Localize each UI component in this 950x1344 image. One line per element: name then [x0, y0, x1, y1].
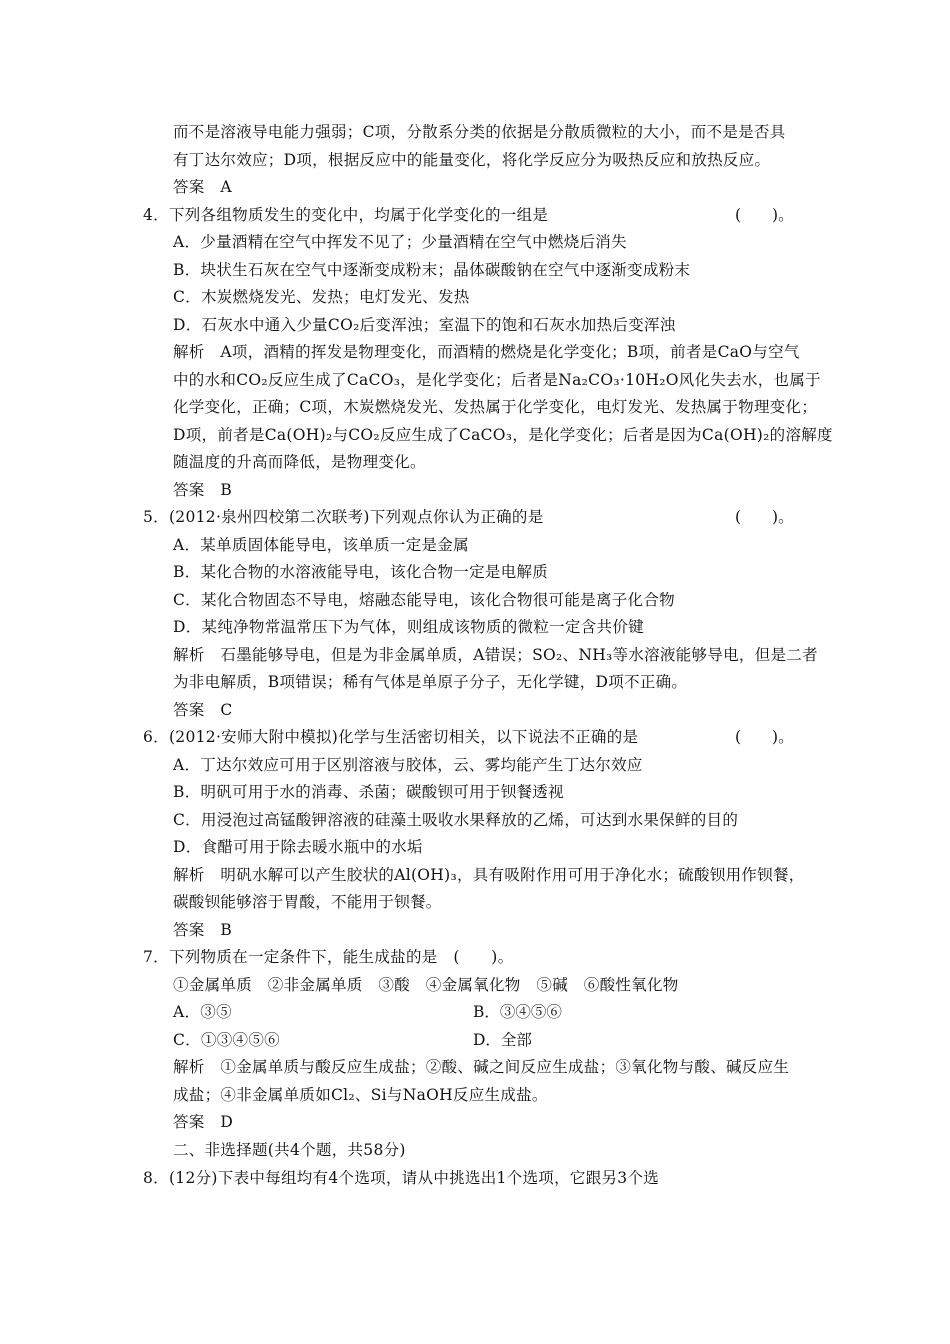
option-right-column: D．全部	[473, 1031, 532, 1049]
option-right-column: B．③④⑤⑥	[473, 1003, 562, 1021]
question-line: 4．下列各组物质发生的变化中，均属于化学变化的一组是	[143, 206, 549, 224]
text-line: 化学变化，正确；C项，木炭燃烧发光、发热属于化学变化，电灯发光、发热属于物理变化；	[173, 398, 818, 416]
text-line: D项，前者是Ca(OH)₂与CO₂反应生成了CaCO₃，是化学变化；后者是因为Ca(OH)₂的溶解度	[173, 426, 833, 444]
text-line: A．③⑤	[173, 1003, 232, 1021]
text-line: 随温度的升高而降低，是物理变化。	[173, 453, 426, 471]
text-line: 答案 B	[173, 481, 233, 499]
text-line: B．某化合物的水溶液能导电，该化合物一定是电解质	[173, 563, 549, 581]
text-line: 中的水和CO₂反应生成了CaCO₃，是化学变化；后者是Na₂CO₃·10H₂O风化失去水，也属于	[173, 371, 821, 389]
text-line: 答案 C	[173, 701, 233, 719]
text-line: 碳酸钡能够溶于胃酸，不能用于钡餐。	[173, 893, 442, 911]
question-line: 5．(2012·泉州四校第二次联考)下列观点你认为正确的是	[143, 508, 544, 526]
question-line: 6．(2012·安师大附中模拟)化学与生活密切相关，以下说法不正确的是	[143, 728, 639, 746]
text-line: 而不是溶液导电能力强弱；C项，分散系分类的依据是分散质微粒的大小，而不是是否具	[173, 123, 786, 141]
text-line: 有丁达尔效应；D项，根据反应中的能量变化，将化学反应分为吸热反应和放热反应。	[173, 151, 771, 169]
text-line: D．某纯净物常温常压下为气体，则组成该物质的微粒一定含共价键	[173, 618, 644, 636]
text-line: 解析 A项，酒精的挥发是物理变化，而酒精的燃烧是化学变化；B项，前者是CaO与空气	[173, 343, 800, 361]
answer-blank: ( )。	[735, 728, 794, 746]
text-line: A．某单质固体能导电，该单质一定是金属	[173, 536, 469, 554]
text-line: C．①③④⑤⑥	[173, 1031, 280, 1049]
text-line: 解析 石墨能够导电，但是为非金属单质，A错误；SO₂、NH₃等水溶液能够导电，但是二者	[173, 646, 818, 664]
text-line: 为非电解质，B项错误；稀有气体是单原子分子，无化学键，D项不正确。	[173, 673, 688, 691]
text-line: 解析 明矾水解可以产生胶状的Al(OH)₃，具有吸附作用可用于净化水；硫酸钡用作钡餐，	[173, 866, 805, 884]
text-line: 解析 ①金属单质与酸反应生成盐；②酸、碱之间反应生成盐；③氧化物与酸、碱反应生	[173, 1058, 790, 1076]
text-line: C．木炭燃烧发光、发热；电灯发光、发热	[173, 288, 470, 306]
text-line: C．某化合物固态不导电，熔融态能导电，该化合物很可能是离子化合物	[173, 591, 675, 609]
question-line: 7．下列物质在一定条件下，能生成盐的是 ( )。	[143, 948, 514, 966]
answer-blank: ( )。	[735, 206, 794, 224]
answer-blank: ( )。	[735, 508, 794, 526]
text-line: 成盐；④非金属单质如Cl₂、Si与NaOH反应生成盐。	[173, 1086, 548, 1104]
question-line: 8．(12分)下表中每组均有4个选项，请从中挑选出1个选项，它跟另3个选	[143, 1169, 660, 1187]
text-line: A．少量酒精在空气中挥发不见了；少量酒精在空气中燃烧后消失	[173, 233, 627, 251]
text-line: D．食醋可用于除去暖水瓶中的水垢	[173, 838, 423, 856]
text-line: 答案 D	[173, 1113, 234, 1131]
text-line: C．用浸泡过高锰酸钾溶液的硅藻土吸收水果释放的乙烯，可达到水果保鲜的目的	[173, 811, 739, 829]
text-line: B．块状生石灰在空气中逐渐变成粉末；晶体碳酸钠在空气中逐渐变成粉末	[173, 261, 691, 279]
text-line: ①金属单质 ②非金属单质 ③酸 ④金属氧化物 ⑤碱 ⑥酸性氧化物	[173, 976, 679, 994]
text-line: D．石灰水中通入少量CO₂后变浑浊；室温下的饱和石灰水加热后变浑浊	[173, 316, 676, 334]
text-line: 答案 A	[173, 178, 232, 196]
text-line: A．丁达尔效应可用于区别溶液与胶体，云、雾均能产生丁达尔效应	[173, 756, 643, 774]
text-line: B．明矾可用于水的消毒、杀菌；碳酸钡可用于钡餐透视	[173, 783, 564, 801]
text-line: 答案 B	[173, 921, 233, 939]
text-line: 二、非选择题(共4个题，共58分)	[173, 1141, 406, 1159]
